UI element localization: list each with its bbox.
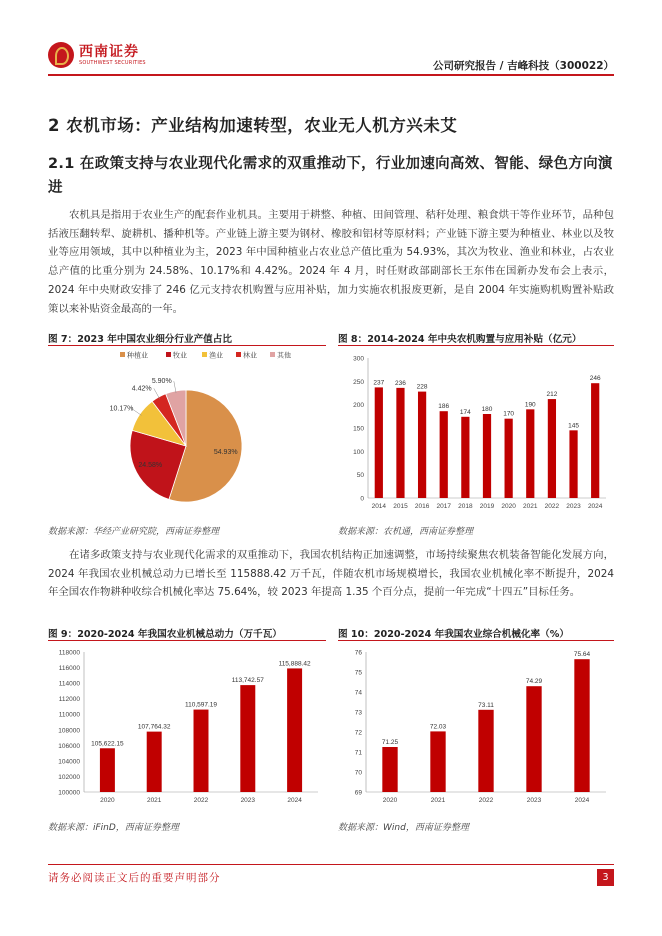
y-tick-label: 71 [354, 749, 362, 757]
x-tick-label: 2024 [574, 797, 590, 804]
bar-data-label: 74.29 [525, 678, 543, 686]
bar [483, 414, 491, 498]
x-tick-label: 2021 [430, 797, 446, 804]
y-tick-label: 69 [354, 789, 362, 797]
x-tick-label: 2020 [100, 797, 115, 804]
bar [574, 659, 589, 792]
bar-data-label: 72.03 [429, 723, 447, 731]
bar-data-label: 170 [503, 410, 515, 418]
body-paragraph-2: 在诸多政策支持与农业现代化需求的双重推动下，我国农机结构正加速调整，市场持续聚焦农机装备智能化发展方向，2024 年我国农业机械总动力已增长至 115888.42 万千瓦，伴随农机市场规模增长，我国农业机械化率不断提升，2024 年全国农作物耕种收综合机械化率达 75.64%，较 2023 年提高 1.35 个百分点，提前一年完成“十四五”目标任务。 [48, 549, 614, 599]
bar-data-label: 145 [568, 422, 579, 430]
legend-label: 渔业 [209, 352, 223, 360]
bar [461, 417, 469, 498]
y-tick-label: 112000 [58, 696, 80, 704]
bar-data-label: 115,888.42 [278, 660, 311, 668]
bar-data-label: 190 [524, 401, 536, 409]
bar-data-label: 107,764.32 [137, 723, 171, 731]
page-header [0, 0, 662, 80]
figure-9-bar-chart [48, 642, 326, 810]
legend-label: 牧业 [173, 352, 187, 360]
figure-9-divider [48, 640, 326, 641]
y-tick-label: 108000 [58, 727, 80, 735]
bar [396, 388, 404, 498]
bar [505, 419, 513, 498]
pie-data-label: 4.42% [131, 385, 152, 393]
y-tick-label: 104000 [58, 758, 80, 766]
pie-data-label: 24.58% [138, 461, 163, 469]
y-tick-label: 300 [353, 355, 364, 363]
bar-data-label: 186 [438, 403, 450, 411]
bar [526, 686, 541, 792]
report-title: 公司研究报告 / 吉峰科技（300022） [433, 60, 614, 72]
logo-emblem-icon [48, 42, 74, 68]
bar [287, 668, 302, 792]
bar [569, 430, 577, 498]
figure-9-source: 数据来源：iFinD，西南证券整理 [48, 823, 179, 833]
figure-10-bar-chart [338, 642, 614, 810]
bar-data-label: 236 [395, 379, 406, 387]
company-logo [48, 40, 178, 70]
y-tick-label: 73 [354, 709, 362, 717]
y-tick-label: 0 [360, 495, 364, 503]
x-tick-label: 2023 [566, 503, 581, 510]
bar [240, 685, 255, 792]
bar [430, 731, 445, 792]
bar [591, 383, 599, 498]
bar [100, 748, 115, 792]
bar [548, 399, 556, 498]
y-tick-label: 116000 [58, 665, 80, 673]
bar [375, 387, 383, 498]
subsection-heading: 2.1 在政策支持与农业现代化需求的双重推动下，行业加速向高效、智能、绿色方向演进 [48, 156, 613, 196]
legend-swatch [120, 352, 125, 357]
bar-data-label: 174 [459, 408, 471, 416]
bar-data-label: 113,742.57 [231, 677, 264, 685]
figure-7-pie-chart [48, 348, 326, 516]
bar [440, 411, 448, 498]
bar-data-label: 110,597.19 [184, 701, 218, 709]
bar [526, 409, 534, 498]
legend-swatch [236, 352, 241, 357]
figure-10-title: 图 10：2020-2024 年我国农业综合机械化率（%） [338, 629, 569, 640]
figure-8-divider [338, 345, 614, 346]
legend-swatch [270, 352, 275, 357]
pie-data-label: 5.90% [151, 378, 172, 386]
y-tick-label: 106000 [58, 742, 80, 750]
bar-data-label: 73.11 [478, 701, 494, 709]
x-tick-label: 2024 [287, 797, 302, 804]
y-tick-label: 100000 [58, 789, 80, 797]
legend-label: 林业 [243, 352, 257, 360]
pie-data-label: 10.17% [109, 405, 134, 413]
figure-7-source: 数据来源：华经产业研究院，西南证券整理 [48, 527, 220, 537]
x-tick-label: 2019 [479, 503, 495, 510]
y-tick-label: 74 [354, 689, 362, 697]
y-tick-label: 110000 [58, 711, 80, 719]
body-paragraph-1: 农机具是指用于农业生产的配套作业机具。主要用于耕整、种植、田间管理、秸秆处理、粮食烘干等作业环节，品种包括液压翻转犁、旋耕机、播种机等。产业链上游主要为钢材、橡胶和铝材等原材料；产业链下游主要为种植业、林业以及牧业等应用领域，其中以种植业为主，2023 年中国种植业占农业总产值比重为 54.93%，其次为牧业、渔业和林业，占农业总产值的比重分别为 24.58%、10.17%和 4.42%。2024 年 4 月，时任财政部副部长王东伟在国新办发布会上表示，2024 年中央财政安排了 246 亿元支持农机购置与应用补贴，加力实施农机报废更新，是自 2004 年实施购机购置补贴政策以来补贴资金最高的一年。 [48, 209, 614, 315]
y-tick-label: 76 [354, 649, 362, 657]
x-tick-label: 2017 [436, 503, 451, 510]
x-tick-label: 2020 [382, 797, 398, 804]
x-tick-label: 2018 [458, 503, 473, 510]
figure-7-divider [48, 345, 326, 346]
x-tick-label: 2023 [526, 797, 542, 804]
disclaimer-note: 请务必阅读正文后的重要声明部分 [48, 872, 221, 884]
bar [147, 732, 162, 792]
x-tick-label: 2021 [523, 503, 538, 510]
x-tick-label: 2024 [587, 503, 603, 510]
bar-data-label: 105,622.15 [91, 740, 124, 748]
header-divider [48, 74, 614, 76]
x-tick-label: 2015 [393, 503, 408, 510]
y-tick-label: 118000 [58, 649, 80, 657]
legend-swatch [166, 352, 171, 357]
figure-8-source: 数据来源：农机通，西南证券整理 [338, 527, 474, 537]
y-tick-label: 102000 [58, 773, 80, 781]
y-tick-label: 200 [353, 402, 364, 410]
bar [418, 392, 426, 498]
y-tick-label: 100 [353, 448, 364, 456]
y-tick-label: 70 [354, 769, 362, 777]
bar-data-label: 75.64 [573, 651, 591, 659]
figure-8-title: 图 8：2014-2024 年中央农机购置与应用补贴（亿元） [338, 334, 582, 345]
x-tick-label: 2023 [240, 797, 256, 804]
figure-9-title: 图 9：2020-2024 年我国农业机械总动力（万千瓦） [48, 629, 282, 640]
y-tick-label: 250 [353, 378, 364, 386]
bar-data-label: 246 [589, 375, 601, 383]
bar [382, 747, 397, 792]
logo-text-en: SOUTHWEST SECURITIES [79, 59, 146, 66]
figure-10-source: 数据来源：Wind，西南证券整理 [338, 823, 469, 833]
x-tick-label: 2021 [146, 797, 162, 804]
x-tick-label: 2016 [414, 503, 430, 510]
y-tick-label: 114000 [58, 680, 80, 688]
x-tick-label: 2014 [371, 503, 387, 510]
bar-data-label: 212 [546, 391, 558, 399]
footer-divider [48, 864, 614, 865]
bar [194, 710, 209, 792]
page-number: 3 [597, 869, 614, 886]
bar-data-label: 237 [373, 379, 385, 387]
y-tick-label: 72 [354, 729, 362, 737]
legend-label: 种植业 [127, 352, 148, 360]
x-tick-label: 2022 [544, 503, 560, 510]
bar-data-label: 228 [416, 383, 428, 391]
legend-swatch [202, 352, 207, 357]
section-heading: 2 农机市场：产业结构加速转型，农业无人机方兴未艾 [48, 116, 458, 135]
logo-text-cn: 西南证券 [79, 43, 139, 60]
figure-7-title: 图 7：2023 年中国农业细分行业产值占比 [48, 334, 232, 345]
bar-data-label: 180 [481, 406, 493, 413]
pie-data-label: 54.93% [213, 449, 238, 457]
x-tick-label: 2022 [478, 797, 494, 804]
bar-data-label: 71.25 [381, 739, 399, 746]
pie-leader-line [154, 388, 160, 398]
x-tick-label: 2022 [193, 797, 209, 804]
x-tick-label: 2020 [501, 503, 516, 510]
figure-10-divider [338, 640, 614, 641]
figure-8-bar-chart [338, 348, 614, 516]
y-tick-label: 150 [353, 425, 364, 433]
legend-label: 其他 [277, 352, 291, 360]
y-tick-label: 75 [354, 669, 362, 677]
bar [478, 710, 493, 792]
y-tick-label: 50 [356, 472, 364, 480]
